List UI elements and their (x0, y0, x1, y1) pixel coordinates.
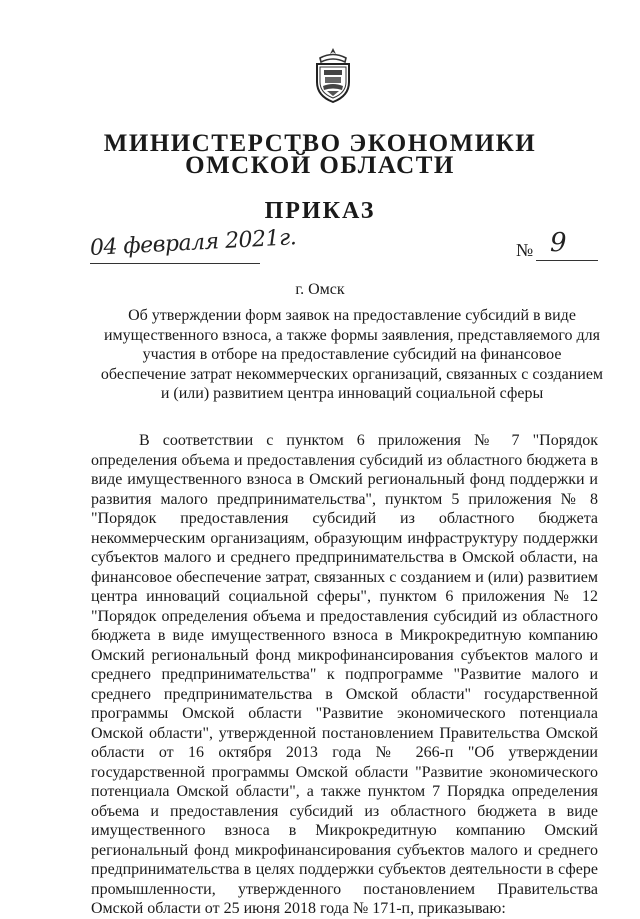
handwritten-order-number: 9 (550, 228, 567, 258)
number-sign: № (516, 240, 534, 260)
ministry-name-line2: ОМСКОЙ ОБЛАСТИ (185, 152, 455, 179)
date-underline (90, 263, 260, 264)
coat-of-arms-icon (312, 46, 354, 104)
handwritten-date: 04 февраля 2021г. (89, 225, 297, 261)
number-underline (536, 260, 598, 261)
ministry-name-line1: МИНИСТЕРСТВО ЭКОНОМИКИ (103, 130, 537, 157)
document-type-title: ПРИКАЗ (264, 198, 376, 224)
issue-city: г. Омск (295, 281, 345, 298)
order-subject: Об утверждении форм заявок на предоставление субсидий в виде имущественного взноса, а также формы заявления, представляемого для участия в отборе на предоставление субсидий на финансовое обеспечение затрат некоммерческих организаций, связанных с созданием и (или) развитием центра инноваций социальной сферы (100, 307, 604, 403)
body-paragraph: В соответствии с пунктом 6 приложения № 7 "Порядок определения объема и предоставления субсидий из областного бюджета в виде имущественного взноса в Омский региональный фонд поддержки и развития малого предпринимательства", пунктом 5 приложения № 8 "Порядок предоставления субсидий из областного бюджета некоммерческим организациям, образующим инфраструктуру поддержки субъектов малого и среднего предпринимательства в Омской области, на финансовое обеспечение затрат, связанных с созданием и (или) развитием центра инноваций социальной сферы", пунктом 6 приложения № 12 "Порядок определения объема и предоставления субсидий из областного бюджета в виде имущественного взноса в Микрокредитную компанию Омский региональный фонд микрофинансирования субъектов малого и среднего предпринимательства" к подпрограмме "Развитие малого и среднего предпринимательства в Омской области" государственной программы Омской области "Развитие экономического потенциала Омской области", утвержденной постановлением Правительства Омской области от 16 октября 2013 года № 266-п "Об утверждении государственной программы Омской области "Развитие экономического потенциала Омской области", а также пунктом 7 Порядка определения объема и предоставления субсидий из областного бюджета в виде имущественного взноса в Микрокредитную компанию Омский региональный фонд микрофинансирования субъектов малого и среднего предпринимательства в целях поддержки субъектов деятельности в сфере промышленности, утвержденного постановлением Правительства Омской области от 25 июня 2018 года № 171-п, приказываю: (91, 432, 598, 917)
